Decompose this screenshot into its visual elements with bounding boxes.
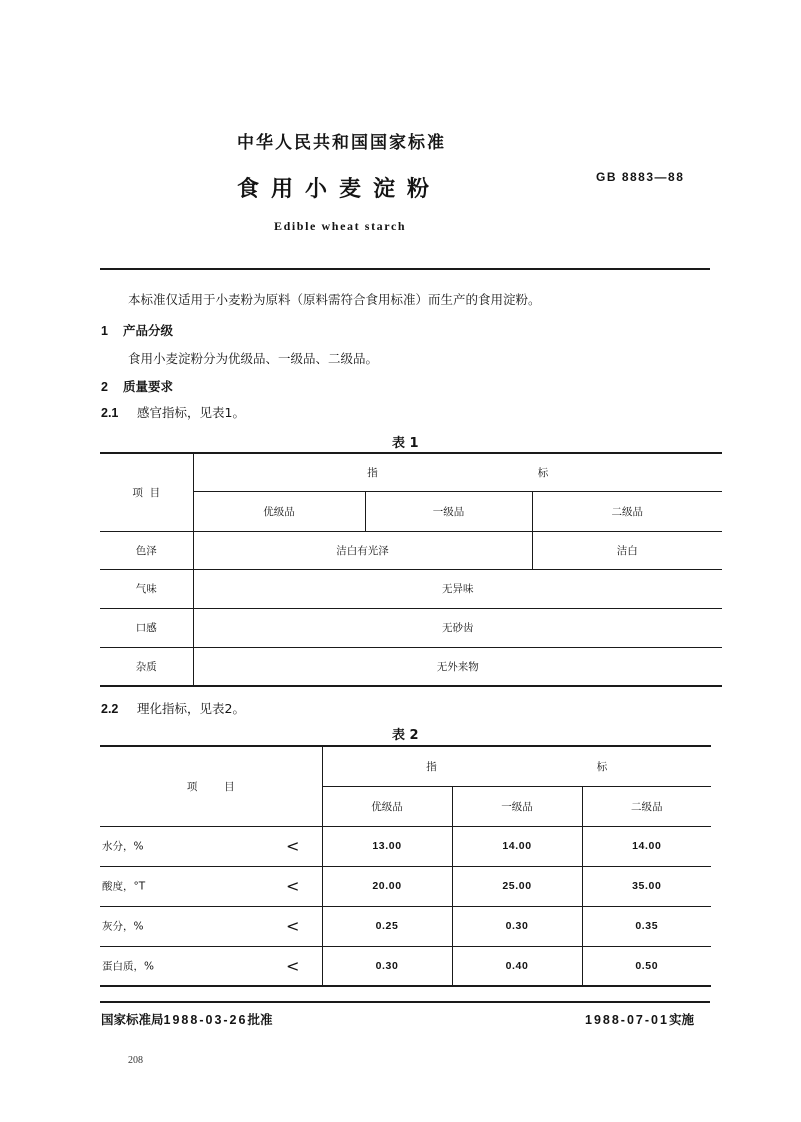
- table-1-sensory: [100, 452, 722, 687]
- value-cell: 0.30: [452, 906, 582, 946]
- section-text: 理化指标，见表2。: [137, 701, 245, 716]
- effective-suffix: 实施: [668, 1012, 694, 1027]
- index-header-char: 指: [426, 760, 437, 773]
- less-than-operator: <: [286, 956, 300, 976]
- table-2-physicochemical: [100, 745, 711, 987]
- national-standard-heading: 中华人民共和国国家标准: [237, 133, 446, 153]
- grade-header: 一级品: [452, 786, 582, 826]
- section-number: 1: [101, 324, 108, 338]
- value-cell: 20.00: [322, 866, 452, 906]
- value-cell: 洁白有光泽: [193, 531, 532, 569]
- value-cell: 14.00: [452, 826, 582, 866]
- value-cell: 无异味: [193, 569, 722, 608]
- standard-code: GB 8883—88: [596, 170, 685, 184]
- value-cell: 13.00: [322, 826, 452, 866]
- header-rule: [100, 268, 710, 270]
- item-cell: [100, 866, 322, 906]
- item-label: 蛋白质，%: [102, 960, 154, 973]
- grade-header: 优级品: [193, 491, 365, 531]
- value-cell: 无砂齿: [193, 608, 722, 647]
- item-cell: [100, 906, 322, 946]
- table-row: [100, 569, 722, 608]
- table-1-caption: 表 1: [392, 436, 419, 451]
- item-label: 水分，%: [102, 840, 144, 853]
- table-row: [100, 826, 711, 866]
- grade-header: 二级品: [582, 786, 711, 826]
- item-header: 项 目: [100, 746, 322, 826]
- grade-header: 二级品: [532, 491, 722, 531]
- scope-paragraph: 本标准仅适用于小麦粉为原料（原料需符合食用标准）而生产的食用淀粉。: [128, 292, 541, 307]
- item-label: 灰分，%: [102, 920, 144, 933]
- value-cell: 0.35: [582, 906, 711, 946]
- grade-header: 优级品: [322, 786, 452, 826]
- item-cell: 口感: [100, 608, 193, 647]
- section-number: 2.2: [101, 702, 119, 716]
- section-2-1: [101, 403, 245, 421]
- document-title: 食用小麦淀粉: [237, 177, 442, 202]
- value-cell: 0.25: [322, 906, 452, 946]
- index-header-char: 标: [596, 760, 608, 773]
- approval-suffix: 批准: [247, 1012, 273, 1027]
- table-row: [100, 531, 722, 569]
- less-than-operator: <: [286, 916, 300, 936]
- approval-date: 1988-03-26: [163, 1013, 248, 1027]
- effective-line: [585, 1010, 694, 1028]
- index-header: [193, 453, 722, 491]
- section-1-heading: [101, 321, 173, 339]
- section-2-2: [101, 699, 245, 717]
- value-cell: 洁白: [532, 531, 722, 569]
- value-cell: 0.30: [322, 946, 452, 986]
- less-than-operator: <: [286, 836, 300, 856]
- value-cell: 0.50: [582, 946, 711, 986]
- effective-date: 1988-07-01: [585, 1013, 669, 1027]
- approval-line: [101, 1010, 272, 1028]
- less-than-operator: <: [286, 876, 300, 896]
- table-2-caption: 表 2: [392, 728, 419, 743]
- item-cell: 气味: [100, 569, 193, 608]
- item-cell: 色泽: [100, 531, 193, 569]
- table-row: [100, 906, 711, 946]
- page-number: 208: [128, 1055, 143, 1066]
- item-cell: 杂质: [100, 647, 193, 686]
- item-cell: [100, 946, 322, 986]
- table-row: [100, 866, 711, 906]
- section-number: 2.1: [101, 406, 119, 420]
- item-cell: [100, 826, 322, 866]
- section-title: 质量要求: [123, 379, 174, 394]
- document-title-english: Edible wheat starch: [274, 219, 407, 233]
- index-header: [322, 746, 711, 786]
- index-header-char: 指: [367, 466, 378, 479]
- value-cell: 14.00: [582, 826, 711, 866]
- item-header: 项 目: [100, 453, 193, 531]
- section-text: 感官指标，见表1。: [137, 405, 245, 420]
- value-cell: 无外来物: [193, 647, 722, 686]
- grade-header: 一级品: [365, 491, 532, 531]
- item-label: 酸度，°T: [102, 880, 146, 893]
- table-row: [100, 946, 711, 986]
- value-cell: 0.40: [452, 946, 582, 986]
- section-1-body: 食用小麦淀粉分为优级品、一级品、二级品。: [128, 351, 379, 366]
- table-row: [100, 647, 722, 686]
- section-2-heading: [101, 377, 173, 395]
- footer-rule: [100, 1001, 710, 1003]
- table-row: [100, 608, 722, 647]
- value-cell: 35.00: [582, 866, 711, 906]
- section-title: 产品分级: [123, 323, 174, 338]
- index-header-char: 标: [537, 466, 549, 479]
- value-cell: 25.00: [452, 866, 582, 906]
- section-number: 2: [101, 380, 108, 394]
- approving-authority: 国家标准局: [101, 1012, 164, 1027]
